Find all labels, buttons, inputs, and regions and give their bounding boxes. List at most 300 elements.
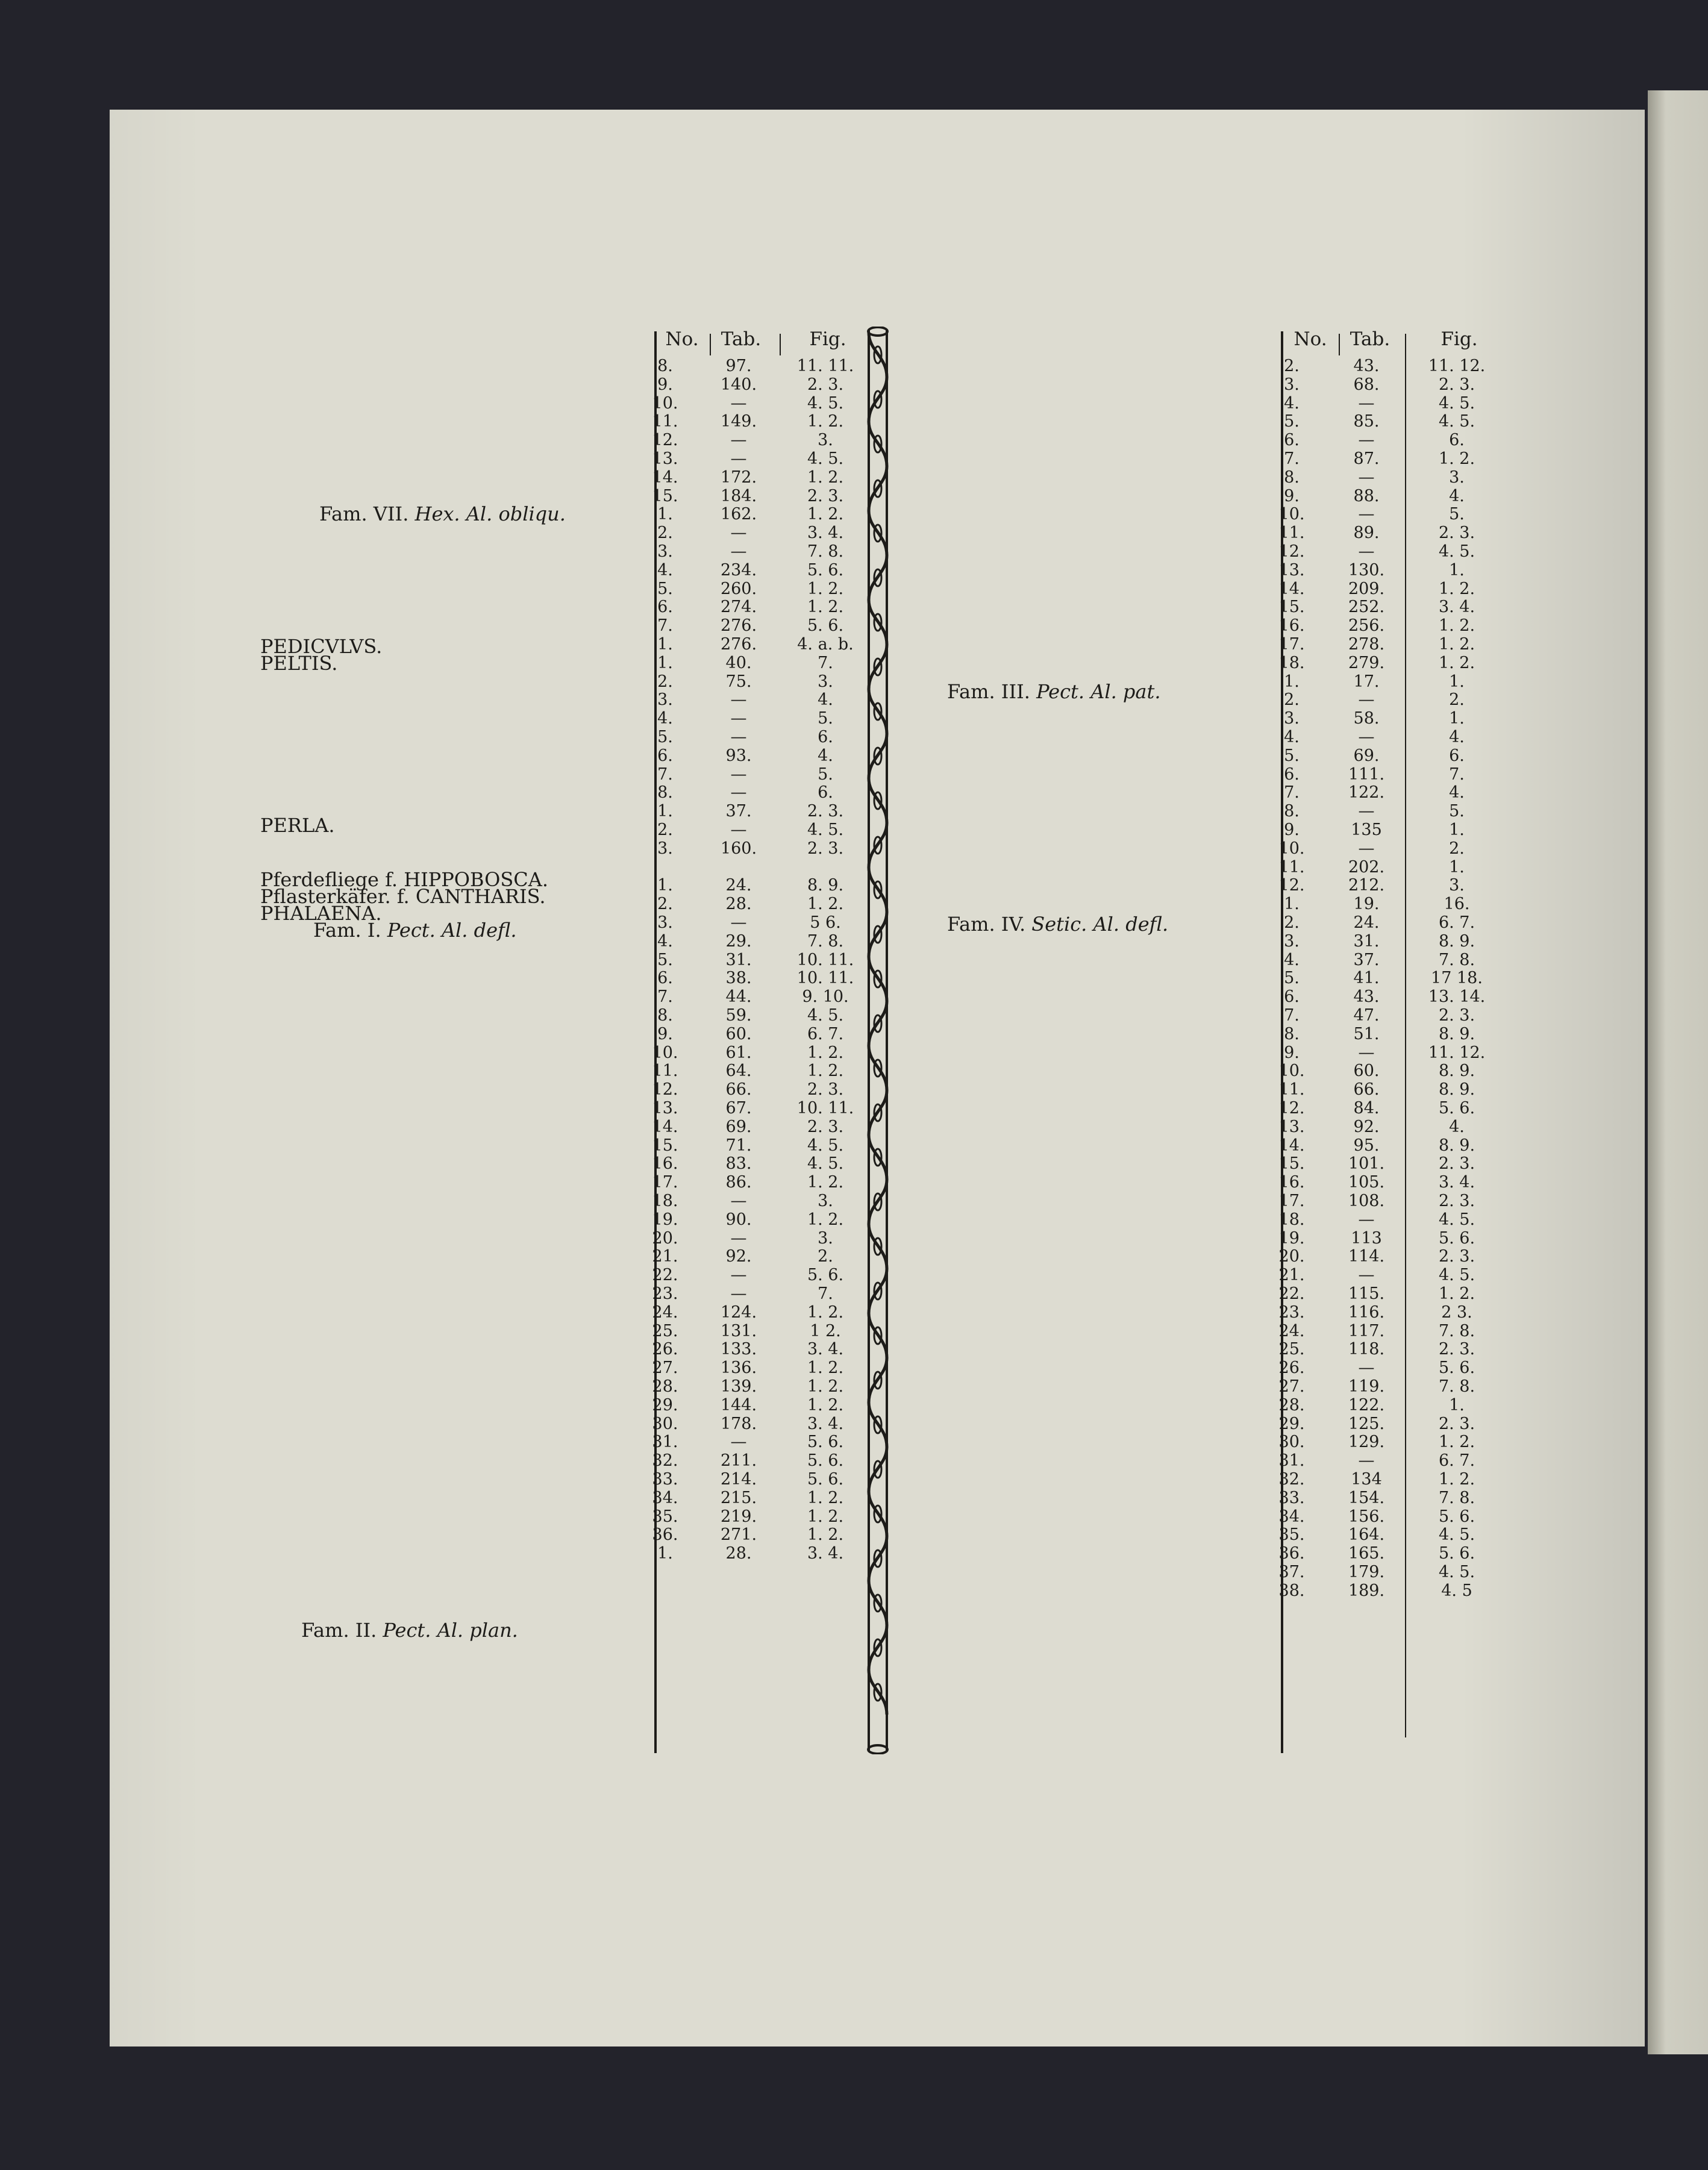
right-row-25-fig: 5. — [1449, 802, 1465, 821]
left-row-13-fig: 1. 2. — [807, 579, 844, 598]
left-row-33-fig: 10. 11. — [796, 950, 854, 969]
chain-link — [869, 511, 887, 555]
right-header-tab: Tab. — [1350, 328, 1390, 350]
left-row-8-no: 15. — [652, 486, 678, 505]
left-row-62-no: 34. — [652, 1488, 678, 1507]
chain-link — [869, 734, 887, 778]
left-row-53-tab: 131. — [720, 1321, 757, 1340]
right-row-29-no: 12. — [1278, 876, 1305, 895]
left-row-39-tab: 64. — [725, 1062, 752, 1081]
right-row-38-no: 9. — [1284, 1043, 1300, 1062]
left-row-56-tab: 139. — [720, 1377, 757, 1396]
left-row-64-no: 36. — [652, 1525, 678, 1545]
left-row-32-tab: 29. — [725, 931, 752, 951]
left-row-17-tab: 40. — [725, 653, 752, 672]
right-row-15-no: 16. — [1278, 616, 1305, 636]
chain-link — [869, 1046, 887, 1090]
right-row-2-fig: 2. 3. — [1438, 375, 1475, 394]
right-row-60-fig: 6. 7. — [1438, 1451, 1475, 1471]
left-row-37-fig: 6. 7. — [807, 1024, 844, 1043]
chain-link — [869, 1224, 887, 1269]
left-row-6-no: 13. — [652, 449, 678, 468]
left-row-16-fig: 4. a. b. — [797, 635, 854, 654]
right-row-4-fig: 4. 5. — [1438, 412, 1475, 431]
left-row-1-tab: 97. — [725, 357, 752, 375]
right-row-14-no: 15. — [1278, 598, 1305, 617]
right-row-9-fig: 5. — [1449, 505, 1465, 524]
right-row-59-no: 30. — [1278, 1433, 1305, 1452]
label-fam-iii: Fam. III. Pect. Al. pat. — [947, 680, 1161, 703]
left-row-48-no: 20. — [652, 1228, 678, 1248]
chain-link — [869, 466, 887, 511]
right-row-6-tab: 87. — [1353, 449, 1380, 468]
right-row-47-no: 18. — [1278, 1210, 1305, 1229]
right-row-35-tab: 43. — [1353, 987, 1380, 1007]
right-row-51-fig: 1. 2. — [1438, 1284, 1475, 1303]
chain-link — [869, 1180, 887, 1224]
left-row-10-fig: 3. 4. — [807, 524, 844, 543]
left-row-32-fig: 7. 8. — [807, 931, 844, 951]
left-row-47-no: 19. — [652, 1210, 678, 1229]
right-row-55-tab: — — [1358, 1359, 1375, 1378]
left-row-29-tab: 24. — [725, 876, 752, 895]
right-row-35-fig: 13. 14. — [1428, 987, 1486, 1007]
right-row-67-no: 38. — [1278, 1581, 1305, 1600]
right-row-67-tab: 189. — [1348, 1581, 1385, 1600]
right-row-33-fig: 7. 8. — [1438, 950, 1475, 969]
left-row-24-no: 8. — [657, 783, 673, 802]
left-row-18-tab: 75. — [725, 672, 752, 691]
left-row-65-fig: 3. 4. — [807, 1544, 844, 1563]
right-row-52-no: 23. — [1278, 1302, 1305, 1322]
right-row-19-no: 2. — [1284, 690, 1300, 710]
left-row-12-tab: 234. — [720, 560, 757, 580]
right-row-18-tab: 17. — [1353, 672, 1380, 691]
right-row-45-tab: 105. — [1348, 1173, 1385, 1192]
left-row-54-fig: 3. 4. — [807, 1340, 844, 1359]
right-row-31-tab: 24. — [1353, 913, 1380, 932]
right-row-6-no: 7. — [1284, 449, 1300, 468]
left-row-25-fig: 2. 3. — [807, 802, 844, 821]
right-row-57-fig: 1. — [1449, 1395, 1465, 1415]
left-row-45-tab: 86. — [725, 1173, 752, 1192]
right-row-35-no: 6. — [1284, 987, 1300, 1007]
left-row-18-no: 2. — [657, 672, 673, 691]
right-row-59-fig: 1. 2. — [1438, 1433, 1475, 1452]
left-row-4-no: 11. — [652, 412, 678, 431]
left-row-25-tab: 37. — [725, 802, 752, 821]
chain-link — [869, 1135, 887, 1180]
right-row-64-no: 35. — [1278, 1525, 1305, 1545]
left-row-63-tab: 219. — [720, 1507, 757, 1526]
left-row-33-no: 5. — [657, 950, 673, 969]
label-pferdefliege: Pferdefliege f. HIPPOBOSCA. — [260, 868, 549, 891]
left-row-9-tab: 162. — [720, 505, 757, 524]
left-row-20-fig: 5. — [818, 709, 833, 728]
left-row-58-tab: 178. — [720, 1414, 757, 1433]
right-row-24-tab: 122. — [1348, 783, 1385, 802]
left-row-14-fig: 1. 2. — [807, 598, 844, 617]
chain-link — [869, 1001, 887, 1046]
label-perla: PERLA. — [260, 814, 335, 837]
left-row-41-fig: 10. 11. — [796, 1099, 854, 1118]
right-row-24-fig: 4. — [1449, 783, 1465, 802]
left-row-21-tab: — — [730, 728, 747, 746]
right-table-rule-fig — [1405, 334, 1406, 1737]
left-row-4-fig: 1. 2. — [807, 412, 844, 431]
left-row-18-fig: 3. — [818, 672, 833, 691]
left-row-46-no: 18. — [652, 1192, 678, 1210]
right-row-59-tab: 129. — [1348, 1433, 1385, 1452]
right-row-2-no: 3. — [1284, 375, 1300, 394]
left-row-61-fig: 5. 6. — [807, 1470, 844, 1489]
right-row-27-tab: — — [1358, 839, 1375, 858]
left-row-26-no: 2. — [657, 821, 673, 839]
chain-cap — [868, 327, 887, 336]
right-row-50-no: 21. — [1278, 1266, 1305, 1285]
right-row-28-no: 11. — [1278, 857, 1305, 877]
right-row-4-no: 5. — [1284, 412, 1300, 431]
left-row-37-tab: 60. — [725, 1024, 752, 1043]
right-row-64-fig: 4. 5. — [1438, 1525, 1475, 1545]
left-row-40-fig: 2. 3. — [807, 1080, 844, 1099]
right-row-55-fig: 5. 6. — [1438, 1359, 1475, 1378]
left-row-17-fig: 7. — [818, 653, 833, 672]
left-row-50-no: 22. — [652, 1266, 678, 1285]
right-row-52-tab: 116. — [1348, 1302, 1385, 1322]
left-row-2-tab: 140. — [720, 375, 757, 394]
left-row-5-no: 12. — [652, 431, 678, 450]
right-row-21-tab: — — [1358, 728, 1375, 746]
left-row-64-fig: 1. 2. — [807, 1525, 844, 1545]
right-row-24-no: 7. — [1284, 783, 1300, 802]
chain-link — [869, 1090, 887, 1135]
right-row-7-fig: 3. — [1449, 467, 1465, 487]
right-row-57-tab: 122. — [1348, 1395, 1385, 1415]
left-row-23-no: 7. — [657, 765, 673, 784]
right-row-49-no: 20. — [1278, 1247, 1305, 1266]
right-row-21-no: 4. — [1284, 728, 1300, 746]
right-row-46-fig: 2. 3. — [1438, 1192, 1475, 1210]
left-row-49-fig: 2. — [818, 1247, 833, 1266]
left-row-9-no: 1. — [657, 505, 673, 524]
right-row-2-tab: 68. — [1353, 375, 1380, 394]
left-row-10-tab: — — [730, 524, 747, 543]
right-row-50-tab: — — [1358, 1266, 1375, 1285]
chain-link — [869, 600, 887, 645]
right-row-37-tab: 51. — [1353, 1024, 1380, 1043]
right-row-62-tab: 154. — [1348, 1488, 1385, 1507]
right-row-14-tab: 252. — [1348, 598, 1385, 617]
right-row-10-tab: 89. — [1353, 524, 1380, 543]
left-row-15-no: 7. — [657, 616, 673, 636]
left-row-54-no: 26. — [652, 1340, 678, 1359]
right-row-19-fig: 2. — [1449, 690, 1465, 710]
right-row-26-fig: 1. — [1449, 821, 1465, 839]
right-row-26-tab: 135 — [1351, 821, 1382, 839]
left-row-21-no: 5. — [657, 728, 673, 746]
right-row-20-fig: 1. — [1449, 709, 1465, 728]
right-row-57-no: 28. — [1278, 1395, 1305, 1415]
left-row-36-tab: 59. — [725, 1006, 752, 1025]
left-row-29-no: 1. — [657, 876, 673, 895]
right-row-61-fig: 1. 2. — [1438, 1470, 1475, 1489]
right-row-31-fig: 6. 7. — [1438, 913, 1475, 932]
right-row-33-tab: 37. — [1353, 950, 1380, 969]
left-row-42-no: 14. — [652, 1117, 678, 1136]
left-row-30-no: 2. — [657, 895, 673, 914]
right-row-34-tab: 41. — [1353, 969, 1380, 988]
left-row-25-no: 1. — [657, 802, 673, 821]
left-row-16-tab: 276. — [720, 635, 757, 654]
label-fam-i: Fam. I. Pect. Al. defl. — [313, 919, 517, 942]
left-row-23-tab: — — [730, 765, 747, 784]
right-row-38-fig: 11. 12. — [1428, 1043, 1486, 1062]
chain-link — [869, 1536, 887, 1581]
left-row-58-no: 30. — [652, 1414, 678, 1433]
right-row-25-no: 8. — [1284, 802, 1300, 821]
chain-link — [869, 333, 887, 377]
left-row-22-no: 6. — [657, 746, 673, 765]
left-row-22-fig: 4. — [818, 746, 833, 765]
left-row-19-no: 3. — [657, 690, 673, 710]
right-row-10-no: 11. — [1278, 524, 1305, 543]
right-row-11-fig: 4. 5. — [1438, 542, 1475, 561]
right-table-rule-tab — [1339, 334, 1340, 355]
right-row-51-no: 22. — [1278, 1284, 1305, 1303]
left-row-60-fig: 5. 6. — [807, 1451, 844, 1471]
left-row-63-no: 35. — [652, 1507, 678, 1526]
right-row-46-no: 17. — [1278, 1192, 1305, 1210]
label-phalaena: PHALAENA. — [260, 902, 382, 925]
left-row-1-no: 8. — [657, 357, 673, 375]
right-row-41-fig: 5. 6. — [1438, 1099, 1475, 1118]
right-row-54-tab: 118. — [1348, 1340, 1385, 1359]
left-row-3-fig: 4. 5. — [807, 393, 844, 413]
right-row-39-fig: 8. 9. — [1438, 1062, 1475, 1081]
right-row-13-tab: 209. — [1348, 579, 1385, 598]
right-row-61-tab: 134 — [1351, 1470, 1382, 1489]
right-row-34-fig: 17 18. — [1431, 969, 1483, 988]
right-row-60-tab: — — [1358, 1451, 1375, 1471]
label-fam-vii: Fam. VII. Hex. Al. obliqu. — [319, 502, 566, 525]
right-row-65-tab: 165. — [1348, 1544, 1385, 1563]
left-row-11-no: 3. — [657, 542, 673, 561]
chain-link — [869, 1402, 887, 1447]
right-row-66-no: 37. — [1278, 1563, 1305, 1581]
right-row-28-tab: 202. — [1348, 857, 1385, 877]
left-row-34-fig: 10. 11. — [796, 969, 854, 988]
right-row-66-fig: 4. 5. — [1438, 1563, 1475, 1581]
right-row-30-no: 1. — [1284, 895, 1300, 914]
right-row-36-fig: 2. 3. — [1438, 1006, 1475, 1025]
left-row-50-tab: — — [730, 1266, 747, 1285]
right-row-65-no: 36. — [1278, 1544, 1305, 1563]
left-row-7-tab: 172. — [720, 467, 757, 487]
chain-link — [869, 823, 887, 868]
right-row-4-tab: 85. — [1353, 412, 1380, 431]
left-row-53-fig: 1 2. — [810, 1321, 841, 1340]
left-row-7-fig: 1. 2. — [807, 467, 844, 487]
left-row-52-tab: 124. — [720, 1302, 757, 1322]
right-row-20-no: 3. — [1284, 709, 1300, 728]
left-row-21-fig: 6. — [818, 728, 833, 746]
left-row-52-fig: 1. 2. — [807, 1302, 844, 1322]
right-row-11-no: 12. — [1278, 542, 1305, 561]
left-row-59-tab: — — [730, 1433, 747, 1452]
right-row-47-tab: — — [1358, 1210, 1375, 1229]
right-row-63-no: 34. — [1278, 1507, 1305, 1526]
left-row-38-fig: 1. 2. — [807, 1043, 844, 1062]
right-row-56-fig: 7. 8. — [1438, 1377, 1475, 1396]
right-row-41-tab: 84. — [1353, 1099, 1380, 1118]
right-row-53-no: 24. — [1278, 1321, 1305, 1340]
chain-link — [869, 868, 887, 912]
left-row-26-tab: — — [730, 821, 747, 839]
left-table-rule-tab — [710, 334, 711, 355]
left-row-38-tab: 61. — [725, 1043, 752, 1062]
left-row-41-tab: 67. — [725, 1099, 752, 1118]
left-row-43-fig: 4. 5. — [807, 1136, 844, 1155]
chain-link — [869, 1581, 887, 1625]
left-row-42-tab: 69. — [725, 1117, 752, 1136]
left-row-36-no: 8. — [657, 1006, 673, 1025]
left-row-17-no: 1. — [657, 653, 673, 672]
left-row-29-fig: 8. 9. — [807, 876, 844, 895]
left-row-41-no: 13. — [652, 1099, 678, 1118]
right-row-12-fig: 1. — [1449, 560, 1465, 580]
left-row-62-tab: 215. — [720, 1488, 757, 1507]
left-row-19-fig: 4. — [818, 690, 833, 710]
right-row-8-no: 9. — [1284, 486, 1300, 505]
right-row-46-tab: 108. — [1348, 1192, 1385, 1210]
left-row-6-tab: — — [730, 449, 747, 468]
right-row-47-fig: 4. 5. — [1438, 1210, 1475, 1229]
left-row-55-fig: 1. 2. — [807, 1359, 844, 1378]
left-row-22-tab: 93. — [725, 746, 752, 765]
right-row-40-tab: 66. — [1353, 1080, 1380, 1099]
left-row-57-fig: 1. 2. — [807, 1395, 844, 1415]
left-row-46-fig: 3. — [818, 1192, 833, 1210]
right-row-21-fig: 4. — [1449, 728, 1465, 746]
left-row-8-fig: 2. 3. — [807, 486, 844, 505]
right-row-12-no: 13. — [1278, 560, 1305, 580]
chain-link — [869, 1269, 887, 1313]
left-row-45-no: 17. — [652, 1173, 678, 1192]
right-row-22-no: 5. — [1284, 746, 1300, 765]
left-row-6-fig: 4. 5. — [807, 449, 844, 468]
left-row-58-fig: 3. 4. — [807, 1414, 844, 1433]
left-row-53-no: 25. — [652, 1321, 678, 1340]
right-row-5-no: 6. — [1284, 431, 1300, 450]
left-row-62-fig: 1. 2. — [807, 1488, 844, 1507]
left-row-31-tab: — — [730, 913, 747, 932]
right-row-17-tab: 279. — [1348, 653, 1385, 672]
right-row-1-no: 2. — [1284, 357, 1300, 375]
chain-link — [869, 1670, 887, 1715]
left-row-44-tab: 83. — [725, 1154, 752, 1174]
right-row-38-tab: — — [1358, 1043, 1375, 1062]
right-row-62-no: 33. — [1278, 1488, 1305, 1507]
left-row-43-tab: 71. — [725, 1136, 752, 1155]
left-row-44-no: 16. — [652, 1154, 678, 1174]
left-row-59-fig: 5. 6. — [807, 1433, 844, 1452]
left-row-51-tab: — — [730, 1284, 747, 1303]
left-row-1-fig: 11. 11. — [796, 357, 854, 375]
right-row-58-tab: 125. — [1348, 1414, 1385, 1433]
left-row-61-tab: 214. — [720, 1470, 757, 1489]
right-row-3-fig: 4. 5. — [1438, 393, 1475, 413]
left-row-48-fig: 3. — [818, 1228, 833, 1248]
right-row-58-fig: 2. 3. — [1438, 1414, 1475, 1433]
left-row-60-tab: 211. — [720, 1451, 757, 1471]
left-row-50-fig: 5. 6. — [807, 1266, 844, 1285]
right-row-11-tab: — — [1358, 542, 1375, 561]
right-row-65-fig: 5. 6. — [1438, 1544, 1475, 1563]
left-row-48-tab: — — [730, 1228, 747, 1248]
left-row-31-no: 3. — [657, 913, 673, 932]
right-row-9-no: 10. — [1278, 505, 1305, 524]
right-row-45-no: 16. — [1278, 1173, 1305, 1192]
left-row-14-no: 6. — [657, 598, 673, 617]
right-row-16-fig: 1. 2. — [1438, 635, 1475, 654]
left-row-3-no: 10. — [652, 393, 678, 413]
right-row-44-fig: 2. 3. — [1438, 1154, 1475, 1174]
right-row-56-no: 27. — [1278, 1377, 1305, 1396]
left-row-2-fig: 2. 3. — [807, 375, 844, 394]
right-row-40-no: 11. — [1278, 1080, 1305, 1099]
left-row-42-fig: 2. 3. — [807, 1117, 844, 1136]
right-row-63-fig: 5. 6. — [1438, 1507, 1475, 1526]
left-row-46-tab: — — [730, 1192, 747, 1210]
left-row-56-fig: 1. 2. — [807, 1377, 844, 1396]
left-row-31-fig: 5 6. — [810, 913, 841, 932]
right-row-28-fig: 1. — [1449, 857, 1465, 877]
right-row-18-fig: 1. — [1449, 672, 1465, 691]
right-row-23-no: 6. — [1284, 765, 1300, 784]
chain-link — [869, 555, 887, 600]
left-row-37-no: 9. — [657, 1024, 673, 1043]
left-row-47-tab: 90. — [725, 1210, 752, 1229]
right-row-48-fig: 5. 6. — [1438, 1228, 1475, 1248]
left-row-65-no: 1. — [657, 1544, 673, 1563]
right-row-17-fig: 1. 2. — [1438, 653, 1475, 672]
left-row-10-no: 2. — [657, 524, 673, 543]
next-page-edge — [1648, 90, 1708, 2054]
chain-link — [869, 1625, 887, 1670]
chain-link — [869, 912, 887, 957]
right-row-54-no: 25. — [1278, 1340, 1305, 1359]
right-row-30-fig: 16. — [1444, 895, 1470, 914]
left-row-15-fig: 5. 6. — [807, 616, 844, 636]
right-row-55-no: 26. — [1278, 1359, 1305, 1378]
right-row-18-no: 1. — [1284, 672, 1300, 691]
left-row-4-tab: 149. — [720, 412, 757, 431]
left-header-fig: Fig. — [809, 328, 846, 350]
left-row-49-no: 21. — [652, 1247, 678, 1266]
right-row-25-tab: — — [1358, 802, 1375, 821]
left-row-24-tab: — — [730, 783, 747, 802]
right-row-23-tab: 111. — [1348, 765, 1385, 784]
left-row-36-fig: 4. 5. — [807, 1006, 844, 1025]
label-peltis: PELTIS. — [260, 652, 338, 675]
left-row-63-fig: 1. 2. — [807, 1507, 844, 1526]
left-row-35-no: 7. — [657, 987, 673, 1007]
chain-link — [869, 645, 887, 689]
label-pediculus: PEDICVLVS. — [260, 635, 383, 658]
right-row-5-tab: — — [1358, 431, 1375, 450]
label-fam-iv: Fam. IV. Setic. Al. defl. — [947, 913, 1169, 936]
